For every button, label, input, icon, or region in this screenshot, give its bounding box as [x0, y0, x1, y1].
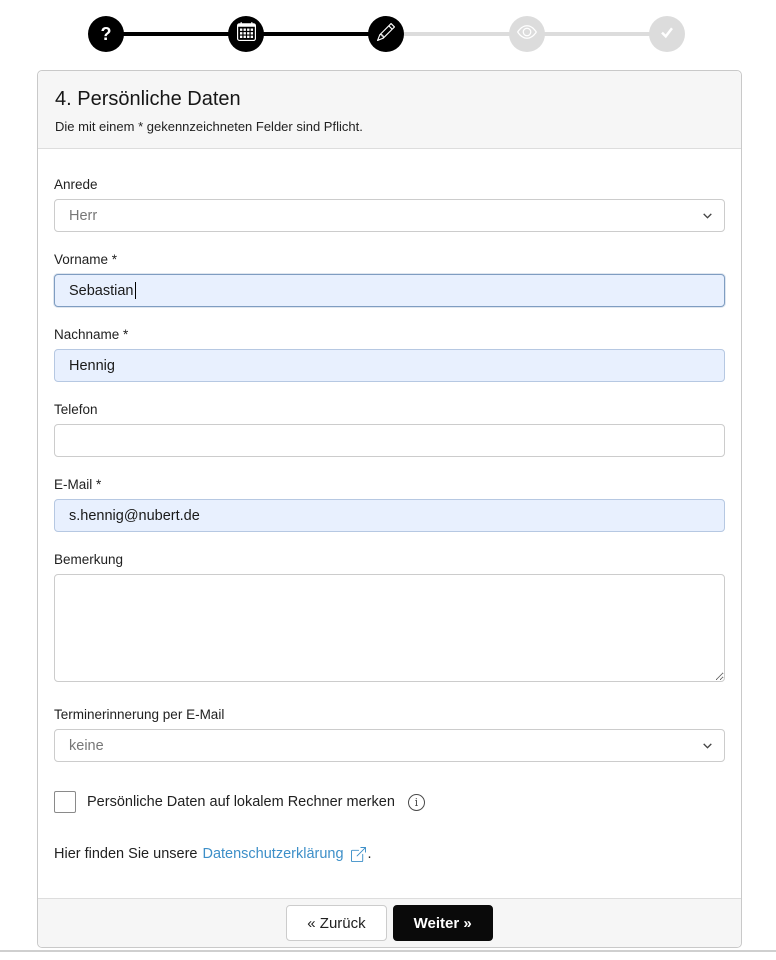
- page-title: 4. Persönliche Daten: [55, 88, 241, 110]
- stepper-connector: [246, 32, 386, 36]
- pencil-icon: [377, 23, 395, 46]
- check-icon: [657, 22, 677, 47]
- privacy-note: [54, 846, 725, 862]
- email-input[interactable]: [54, 499, 725, 532]
- remember-data-label: Persönliche Daten auf lokalem Rechner merken: [87, 794, 395, 810]
- remember-data-checkbox[interactable]: [54, 791, 76, 813]
- stepper-connector: [386, 32, 527, 36]
- field-vorname: [54, 252, 725, 307]
- step-1-help[interactable]: [88, 16, 124, 52]
- email-label: E-Mail *: [54, 477, 102, 492]
- step-5-confirm[interactable]: [649, 16, 685, 52]
- back-button[interactable]: « Zurück: [286, 905, 386, 941]
- field-erinnerung: [54, 707, 725, 762]
- vorname-value: Sebastian: [69, 282, 134, 299]
- field-bemerkung: [54, 552, 725, 687]
- field-nachname: [54, 327, 725, 382]
- bemerkung-textarea[interactable]: [54, 574, 725, 682]
- bemerkung-label: Bemerkung: [54, 552, 124, 567]
- telefon-input[interactable]: [54, 424, 725, 457]
- external-link-icon[interactable]: [351, 847, 366, 862]
- nachname-input[interactable]: [54, 349, 725, 382]
- page-bottom-divider: [0, 950, 776, 952]
- form-body: [38, 149, 741, 862]
- eye-icon: [517, 22, 537, 47]
- anrede-label: Anrede: [54, 177, 98, 192]
- telefon-label: Telefon: [54, 402, 98, 417]
- text-caret: [135, 282, 137, 299]
- privacy-text: Hier finden Sie unsere: [54, 846, 198, 862]
- personal-data-card: [37, 70, 742, 948]
- field-email: [54, 477, 725, 532]
- privacy-policy-link[interactable]: Datenschutzerklärung: [202, 846, 344, 862]
- calendar-icon: [237, 22, 256, 46]
- step-3-personal-data[interactable]: [368, 16, 404, 52]
- next-button[interactable]: Weiter »: [393, 905, 493, 941]
- nachname-label: Nachname *: [54, 327, 129, 342]
- privacy-period: .: [367, 846, 372, 862]
- progress-stepper: [0, 0, 776, 68]
- form-footer: [38, 898, 741, 947]
- erinnerung-select[interactable]: [54, 729, 725, 762]
- required-fields-hint: Die mit einem * gekennzeichneten Felder sind Pflicht.: [55, 119, 363, 134]
- field-anrede: [54, 177, 725, 232]
- remember-data-row: [54, 791, 725, 813]
- step-4-review[interactable]: [509, 16, 545, 52]
- stepper-connector: [106, 32, 246, 36]
- field-telefon: [54, 402, 725, 457]
- stepper-connector: [527, 32, 667, 36]
- info-icon[interactable]: i: [408, 794, 425, 811]
- question-icon: ?: [100, 23, 112, 44]
- card-header: [38, 71, 741, 149]
- vorname-input[interactable]: [54, 274, 725, 307]
- step-2-date[interactable]: [228, 16, 264, 52]
- erinnerung-label: Terminerinnerung per E-Mail: [54, 707, 225, 722]
- vorname-label: Vorname *: [54, 252, 118, 267]
- anrede-select[interactable]: [54, 199, 725, 232]
